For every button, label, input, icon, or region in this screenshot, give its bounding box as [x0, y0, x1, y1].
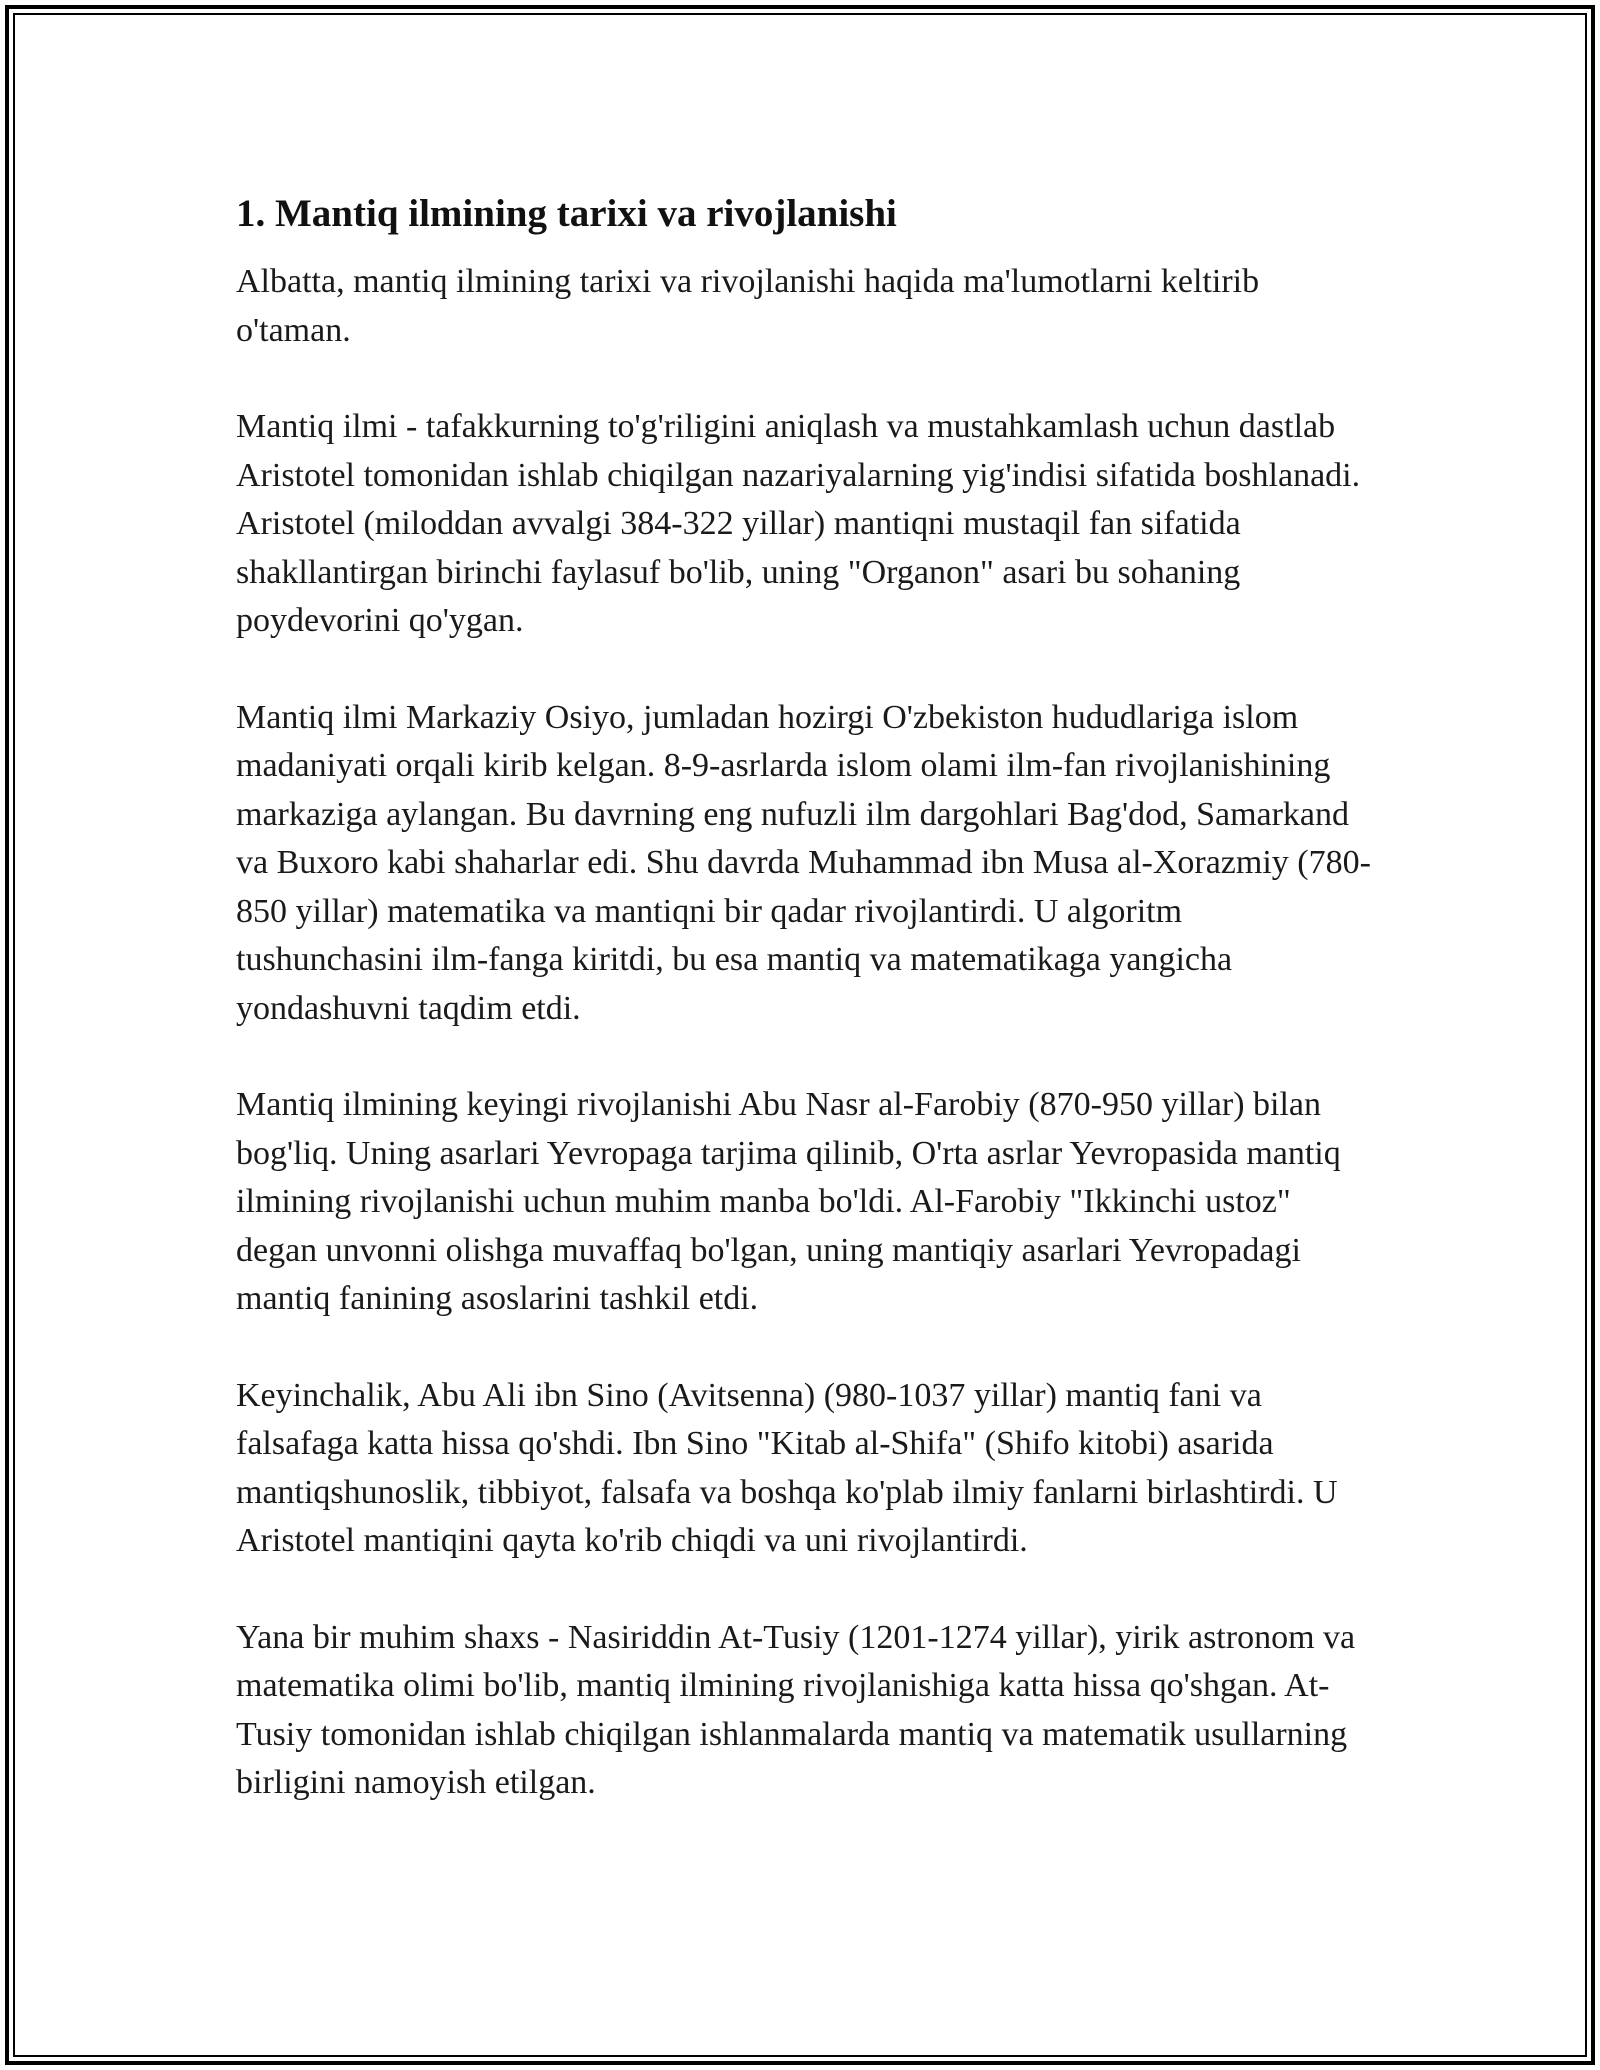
paragraph-central-asia: Mantiq ilmi Markaziy Osiyo, jumladan hozirgi O'zbekiston hududlariga islom madaniyati orqali kirib kelgan. 8-9-asrlarda islom olami ilm-fan rivojlanishining markaziga aylangan. Bu davrning eng nufuzli ilm dargohlari Bag'dod, Samarkand va Buxoro kabi shaharlar edi. Shu davrda Muhammad ibn Musa al-Xorazmiy (780-850 yillar) matematika va mantiqni bir qadar rivojlantirdi. U algoritm tushunchasini ilm-fanga kiritdi, bu esa mantiq va matematikaga yangicha yondashuvni taqdim etdi.	[236, 698, 1371, 1027]
section-heading: 1. Mantiq ilmining tarixi va rivojlanishi	[236, 192, 897, 235]
paragraph-farabi: Mantiq ilmining keyingi rivojlanishi Abu Nasr al-Farobiy (870-950 yillar) bilan bog'liq. Uning asarlari Yevropaga tarjima qilinib, O'rta asrlar Yevropasida mantiq ilmining rivojlanishi uchun muhim manba bo'ldi. Al-Farobiy "Ikkinchi ustoz" degan unvonni olishga muvaffaq bo'lgan, uning mantiqiy asarlari Yevropadagi mantiq fanining asoslarini tashkil etdi.	[236, 1086, 1341, 1317]
document-body	[236, 188, 1376, 1856]
paragraph-aristotle: Mantiq ilmi - tafakkurning to'g'riligini aniqlash va mustahkamlash uchun dastlab Aristotel tomonidan ishlab chiqilgan nazariyalarning yig'indisi sifatida boshlanadi. Aristotel (miloddan avvalgi 384-322 yillar) mantiqni mustaqil fan sifatida shakllantirgan birinchi faylasuf bo'lib, uning "Organon" asari bu sohaning poydevorini qo'ygan.	[236, 408, 1361, 639]
paragraph-tusi: Yana bir muhim shaxs - Nasiriddin At-Tusiy (1201-1274 yillar), yirik astronom va matematika olimi bo'lib, mantiq ilmining rivojlanishiga katta hissa qo'shgan. At-Tusiy tomonidan ishlab chiqilgan ishlanmalarda mantiq va matematik usullarning birligini namoyish etilgan.	[236, 1618, 1356, 1801]
paragraph-ibn-sino: Keyinchalik, Abu Ali ibn Sino (Avitsenna) (980-1037 yillar) mantiq fani va falsafaga katta hissa qo'shdi. Ibn Sino "Kitab al-Shifa" (Shifo kitobi) asarida mantiqshunoslik, tibbiyot, falsafa va boshqa ko'plab ilmiy fanlarni birlashtirdi. U Aristotel mantiqini qayta ko'rib chiqdi va uni rivojlantirdi.	[236, 1376, 1338, 1559]
paragraph-intro: Albatta, mantiq ilmining tarixi va rivojlanishi haqida ma'lumotlarni keltirib o'taman.	[236, 263, 1260, 349]
